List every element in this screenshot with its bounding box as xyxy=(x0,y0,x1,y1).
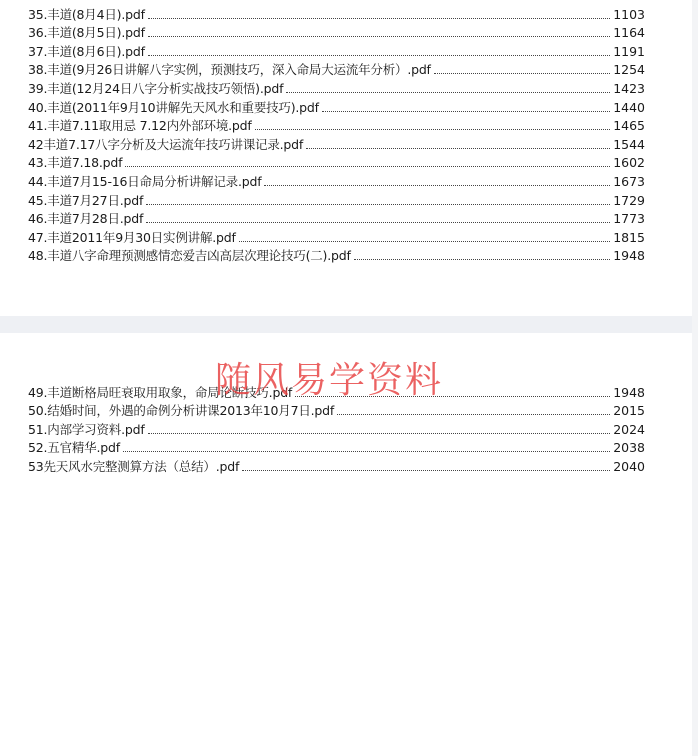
dot-leader xyxy=(286,91,610,93)
toc-entry-title: 40.丰道(2011年9月10讲解先天风水和重要技巧).pdf xyxy=(28,99,319,115)
watermark: 随风易学资料 xyxy=(215,360,444,401)
dot-leader xyxy=(125,165,610,167)
toc-entry-title: 49.丰道断格局旺衰取用取象，命局论断技巧.pdf xyxy=(28,384,293,400)
toc-entry[interactable] xyxy=(28,134,645,153)
toc-entry[interactable] xyxy=(28,209,645,228)
dot-leader xyxy=(264,184,610,186)
dot-leader xyxy=(146,203,610,205)
toc-entry[interactable] xyxy=(28,153,645,172)
toc-entry-page: 2024 xyxy=(613,421,645,437)
dot-leader xyxy=(354,258,611,260)
dot-leader xyxy=(148,17,610,19)
dot-leader xyxy=(434,72,610,74)
toc-entry-title: 51.内部学习资料.pdf xyxy=(28,421,145,437)
dot-leader xyxy=(337,413,610,415)
toc-entry-title: 46.丰道7月28日.pdf xyxy=(28,211,144,227)
toc-entry-title: 42丰道7.17八字分析及大运流年技巧讲课记录.pdf xyxy=(28,136,304,152)
dot-leader xyxy=(295,395,610,397)
dot-leader xyxy=(146,221,610,223)
dot-leader xyxy=(148,432,611,434)
toc-entry-page: 1440 xyxy=(613,99,645,115)
dot-leader xyxy=(239,240,610,242)
toc-entry[interactable] xyxy=(28,190,645,209)
toc-entry[interactable] xyxy=(28,23,645,42)
toc-entry[interactable] xyxy=(28,4,645,23)
toc-entry-title: 50.结婚时间，外遇的命例分析讲课2013年10月7日.pdf xyxy=(28,403,335,419)
toc-entry-page: 1254 xyxy=(613,62,645,78)
table-of-contents xyxy=(28,4,645,264)
toc-entry-title: 45.丰道7月27日.pdf xyxy=(28,192,144,208)
table-of-contents xyxy=(28,382,645,475)
toc-entry-page: 1673 xyxy=(613,173,645,189)
dot-leader xyxy=(322,110,610,112)
toc-entry-title: 52.五官精华.pdf xyxy=(28,440,120,456)
toc-entry-title: 44.丰道7月15-16日命局分析讲解记录.pdf xyxy=(28,173,262,189)
toc-entry-title: 47.丰道2011年9月30日实例讲解.pdf xyxy=(28,229,236,245)
toc-entry-page: 1544 xyxy=(613,136,645,152)
toc-entry[interactable] xyxy=(28,227,645,246)
toc-entry[interactable] xyxy=(28,97,645,116)
dot-leader xyxy=(242,469,610,471)
toc-entry-page: 1465 xyxy=(613,118,645,134)
document-page-1 xyxy=(0,0,692,316)
toc-entry-page: 1773 xyxy=(613,211,645,227)
toc-entry-title: 35.丰道(8月4日).pdf xyxy=(28,6,145,22)
toc-entry[interactable] xyxy=(28,116,645,135)
toc-entry-page: 1164 xyxy=(613,25,645,41)
scrollbar-track[interactable] xyxy=(692,0,698,756)
toc-entry[interactable] xyxy=(28,382,645,401)
toc-entry-page: 1815 xyxy=(613,229,645,245)
toc-entry-page: 1948 xyxy=(613,384,645,400)
toc-entry-title: 48.丰道八字命理预测感情恋爱吉凶高层次理论技巧(二).pdf xyxy=(28,248,351,264)
toc-entry[interactable] xyxy=(28,171,645,190)
toc-entry[interactable] xyxy=(28,78,645,97)
dot-leader xyxy=(123,450,610,452)
toc-entry-title: 53先天风水完整测算方法（总结）.pdf xyxy=(28,458,240,474)
toc-entry-page: 1729 xyxy=(613,192,645,208)
toc-entry-title: 37.丰道(8月6日).pdf xyxy=(28,43,145,59)
toc-entry[interactable] xyxy=(28,41,645,60)
toc-entry-title: 38.丰道(9月26日讲解八字实例，预测技巧，深入命局大运流年分析）.pdf xyxy=(28,62,431,78)
toc-entry[interactable] xyxy=(28,456,645,475)
toc-entry-page: 1423 xyxy=(613,80,645,96)
dot-leader xyxy=(306,147,610,149)
toc-entry-page: 1602 xyxy=(613,155,645,171)
toc-entry[interactable] xyxy=(28,419,645,438)
toc-entry-title: 41.丰道7.11取用忌 7.12内外部环境.pdf xyxy=(28,118,252,134)
dot-leader xyxy=(148,54,610,56)
toc-entry[interactable] xyxy=(28,246,645,265)
toc-entry-title: 39.丰道(12月24日八字分析实战技巧领悟).pdf xyxy=(28,80,284,96)
toc-entry[interactable] xyxy=(28,60,645,79)
toc-entry[interactable] xyxy=(28,401,645,420)
toc-entry-title: 36.丰道(8月5日).pdf xyxy=(28,25,145,41)
toc-entry-title: 43.丰道7.18.pdf xyxy=(28,155,123,171)
toc-entry-page: 2038 xyxy=(613,440,645,456)
toc-entry-page: 2015 xyxy=(613,403,645,419)
toc-entry-page: 1103 xyxy=(613,6,645,22)
toc-entry[interactable] xyxy=(28,438,645,457)
toc-entry-page: 1948 xyxy=(613,248,645,264)
toc-entry-page: 2040 xyxy=(613,458,645,474)
dot-leader xyxy=(255,128,611,130)
toc-entry-page: 1191 xyxy=(613,43,645,59)
dot-leader xyxy=(148,35,610,37)
